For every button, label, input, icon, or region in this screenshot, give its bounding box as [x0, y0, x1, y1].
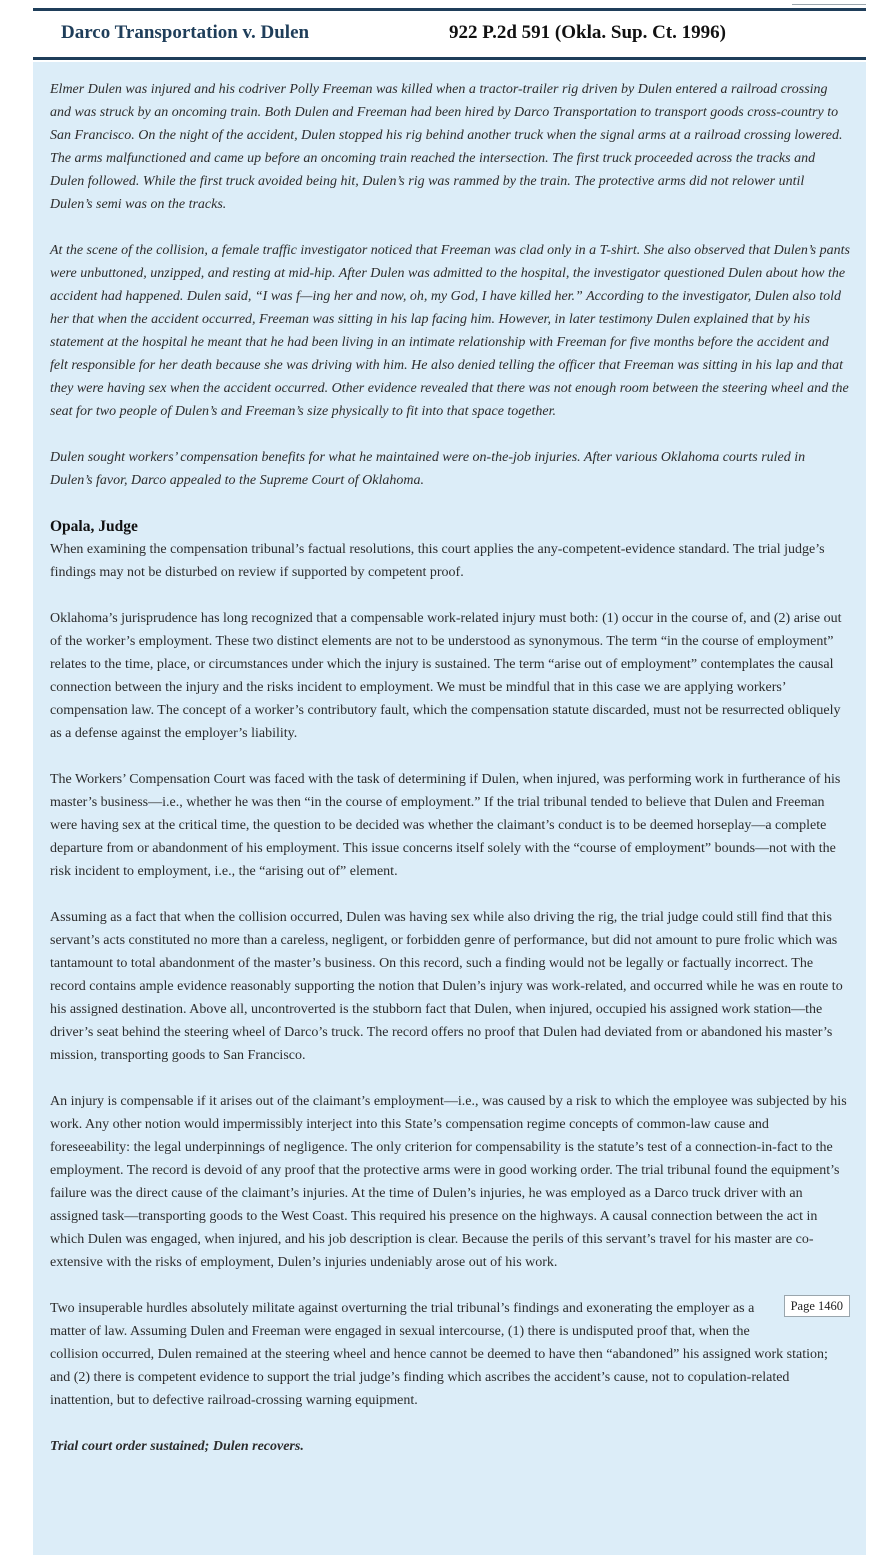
conclusion: Trial court order sustained; Dulen recovers. [50, 1439, 304, 1454]
case-citation: 922 P.2d 591 (Okla. Sup. Ct. 1996) [449, 22, 726, 43]
facts-paragraph: Dulen sought workers’ compensation benefits for what he maintained were on-the-job injuries. After various Oklahoma courts ruled in Dulen’s favor, Darco appealed to the Supreme Court of Oklahoma. [50, 450, 806, 488]
top-edge-tab [792, 0, 866, 5]
opinion-paragraph: Assuming as a fact that when the collision occurred, Dulen was having sex while also driving the rig, the trial judge could still find that this servant’s acts constituted no more than a careless, negligent, or forbidden genre of performance, but did not amount to pure frolic which was tantamount to total abandonment of the master’s business. On this record, such a finding would not be legally or factually incorrect. The record contains ample evidence reasonably supporting the notion that Dulen’s injury was work-related, and occurred while he was en route to his assigned destination. Above all, uncontroverted is the stubborn fact that Dulen, when injured, occupied his assigned work station—the driver’s seat behind the steering wheel of Darco’s truck. The record offers no proof that Dulen had deviated from or abandoned his master’s mission, transporting goods to San Francisco. [50, 910, 843, 1063]
opinion-paragraph: Oklahoma’s jurisprudence has long recognized that a compensable work-related injury must both: (1) occur in the course of, and (2) arise out of the worker’s employment. These two distinct elements are not to be understood as synonymous. The term “in the course of employment” relates to the time, place, or circumstances under which the injury is sustained. The term “arise out of employment” contemplates the causal connection between the injury and the risks incident to employment. We must be mindful that in this case we are applying workers’ compensation law. The concept of a worker’s contributory fault, which the compensation statute discarded, must not be resurrected obliquely as a defense against the employer’s liability. [50, 611, 842, 741]
facts-paragraph: Elmer Dulen was injured and his codriver Polly Freeman was killed when a tractor-trailer rig driven by Dulen entered a railroad crossing and was struck by an oncoming train. Both Dulen and Freeman had been hired by Darco Transportation to transport goods cross-country to San Francisco. On the night of the accident, Dulen stopped his rig behind another truck when the signal arms at a railroad crossing lowered. The arms malfunctioned and came up before an oncoming train reached the intersection. The first truck proceeded across the tracks and Dulen followed. While the first truck avoided being hit, Dulen’s rig was rammed by the train. The protective arms did not relower until Dulen’s semi was on the tracks. [50, 82, 843, 212]
case-body [33, 62, 866, 1555]
opinion-paragraph-text: Two insuperable hurdles absolutely militate against overturning the trial tribunal’s findings and exonerating the employer as a matter of law. Assuming Dulen and Freeman were engaged in sexual intercourse, (1) there is undisputed proof that, when the collision occurred, Dulen remained at the steering wheel and hence cannot be deemed to have then “abandoned” his assigned work station; and (2) there is competent evidence to support the trial judge’s finding which ascribes the accident’s cause, not to copulation-related inattention, but to defective railroad-crossing warning equipment. [50, 1301, 828, 1408]
facts-paragraph: At the scene of the collision, a female traffic investigator noticed that Freeman was clad only in a T-shirt. She also observed that Dulen’s pants were unbuttoned, unzipped, and resting at mid-hip. After Dulen was admitted to the hospital, the investigator questioned Dulen about how the accident had happened. Dulen said, “I was f—ing her and now, oh, my God, I have killed her.” According to the investigator, Dulen also told her that when the accident occurred, Freeman was sitting in his lap facing him. However, in later testimony Dulen explained that by his statement at the hospital he meant that he had been living in an intimate relationship with Freeman for five months before the accident and felt responsible for her death because she was driving with him. He also denied telling the officer that Freeman was sitting in his lap and that they were having sex when the accident occurred. Other evidence revealed that there was not enough room between the steering wheel and the seat for two people of Dulen’s and Freeman’s size physically to fit into that space together. [50, 243, 850, 419]
judge-heading: Opala, Judge [50, 518, 138, 535]
opinion-paragraph: When examining the compensation tribunal’s factual resolutions, this court applies the any-competent-evidence standard. The trial judge’s findings may not be disturbed on review if supported by competent proof. [50, 542, 825, 580]
opinion-paragraph: An injury is compensable if it arises out of the claimant’s employment—i.e., was caused by a risk to which the employee was subjected by his work. Any other notion would impermissibly interject into this State’s compensation regime concepts of common-law cause and foreseeability: the legal underpinnings of negligence. The only criterion for compensability is the statute’s test of a connection-in-fact to the employment. The record is devoid of any proof that the protective arms were in good working order. The trial tribunal found the equipment’s failure was the direct cause of the claimant’s injuries. At the time of Dulen’s injuries, he was employed as a Darco truck driver with an assigned task—transporting goods to the West Coast. This required his presence on the highways. A causal connection between the act in which Dulen was engaged, when injured, and his job description is clear. Because the perils of this servant’s travel for his master are co-extensive with the risks of employment, Dulen’s injuries undeniably arose out of his work. [50, 1094, 847, 1270]
case-name: Darco Transportation v. Dulen [61, 22, 310, 43]
case-header [33, 8, 866, 60]
opinion-paragraph-with-marker [50, 1297, 850, 1412]
opinion-paragraph: The Workers’ Compensation Court was faced with the task of determining if Dulen, when injured, was performing work in furtherance of his master’s business—i.e., whether he was then “in the course of employment.” If the trial tribunal tended to believe that Dulen and Freeman were having sex at the critical time, the question to be decided was whether the claimant’s conduct is to be deemed horseplay—a complete departure from or abandonment of his employment. This issue concerns itself solely with the “course of employment” bounds—not with the risk incident to employment, i.e., the “arising out of” element. [50, 772, 841, 879]
page-marker: Page 1460 [784, 1295, 850, 1317]
